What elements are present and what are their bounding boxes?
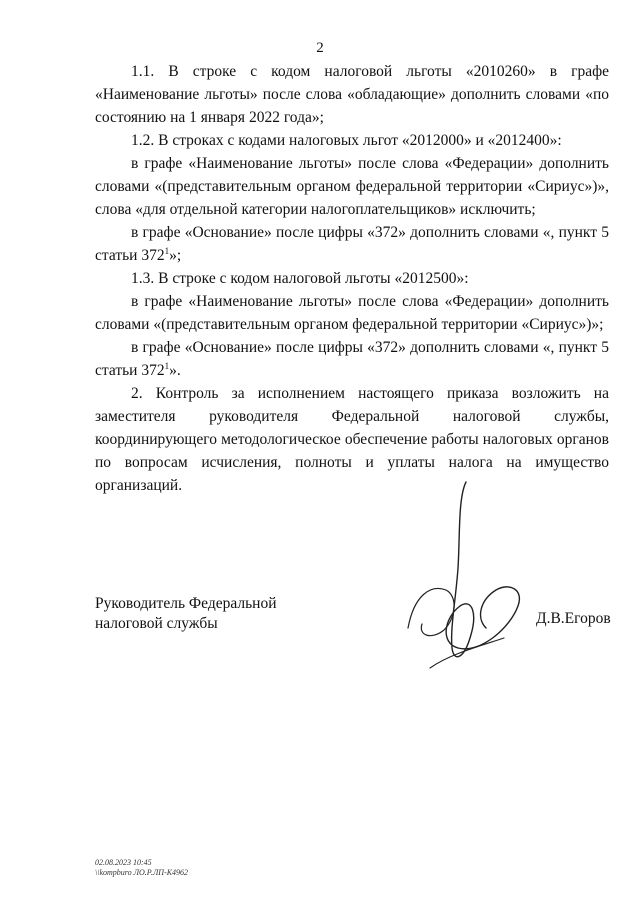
- paragraph-text: ».: [169, 362, 181, 379]
- page-number: 2: [316, 40, 324, 56]
- superscript: 1: [164, 360, 170, 371]
- document-body: [95, 60, 609, 497]
- paragraph-text: в графе «Основание» после цифры «372» дополнить словами «, пункт 5 статьи 372: [95, 339, 609, 379]
- footer-file-path: \\kompburo ЛО.Р.ЛП-К4962: [95, 868, 189, 877]
- signer-name: Д.В.Егоров: [536, 610, 611, 627]
- paragraph-1-2-basis: [95, 221, 609, 267]
- handwritten-signature: [400, 478, 530, 678]
- paragraph-text: в графе «Основание» после цифры «372» дополнить словами «, пункт 5 статьи 372: [95, 224, 609, 264]
- paragraph-1-3-name: в графе «Наименование льготы» после слова «Федерации» дополнить словами «(представительным органом федеральной территории «Сириус»)»;: [95, 293, 609, 333]
- paragraph-1-3-basis: [95, 336, 609, 382]
- footer-timestamp: 02.08.2023 10:45: [95, 858, 152, 867]
- signer-title-line: налоговой службы: [95, 615, 218, 632]
- paragraph-1-2-name: в графе «Наименование льготы» после слова «Федерации» дополнить словами «(представительным органом федеральной территории «Сириус»)», слова «для отдельной категории налогоплательщиков» исключить;: [95, 155, 609, 218]
- paragraph-1-3: 1.3. В строке с кодом налоговой льготы «2012500»:: [131, 270, 469, 287]
- paragraph-1-2: 1.2. В строках с кодами налоговых льгот «2012000» и «2012400»:: [131, 132, 562, 149]
- signer-title: [95, 594, 277, 634]
- footer-stamp: [95, 858, 188, 878]
- superscript: 1: [164, 245, 170, 256]
- signer-title-line: Руководитель Федеральной: [95, 595, 277, 612]
- paragraph-2: 2. Контроль за исполнением настоящего приказа возложить на заместителя руководителя Федеральной налоговой службы, координирующего методологическое обеспечение работы налоговых органов по вопросам исчисления, полноты и уплаты налога на имущество организаций.: [95, 385, 609, 494]
- paragraph-text: »;: [169, 247, 182, 264]
- paragraph-1-1: 1.1. В строке с кодом налоговой льготы «2010260» в графе «Наименование льготы» после слова «обладающие» дополнить словами «по состоянию на 1 января 2022 года»;: [95, 63, 609, 126]
